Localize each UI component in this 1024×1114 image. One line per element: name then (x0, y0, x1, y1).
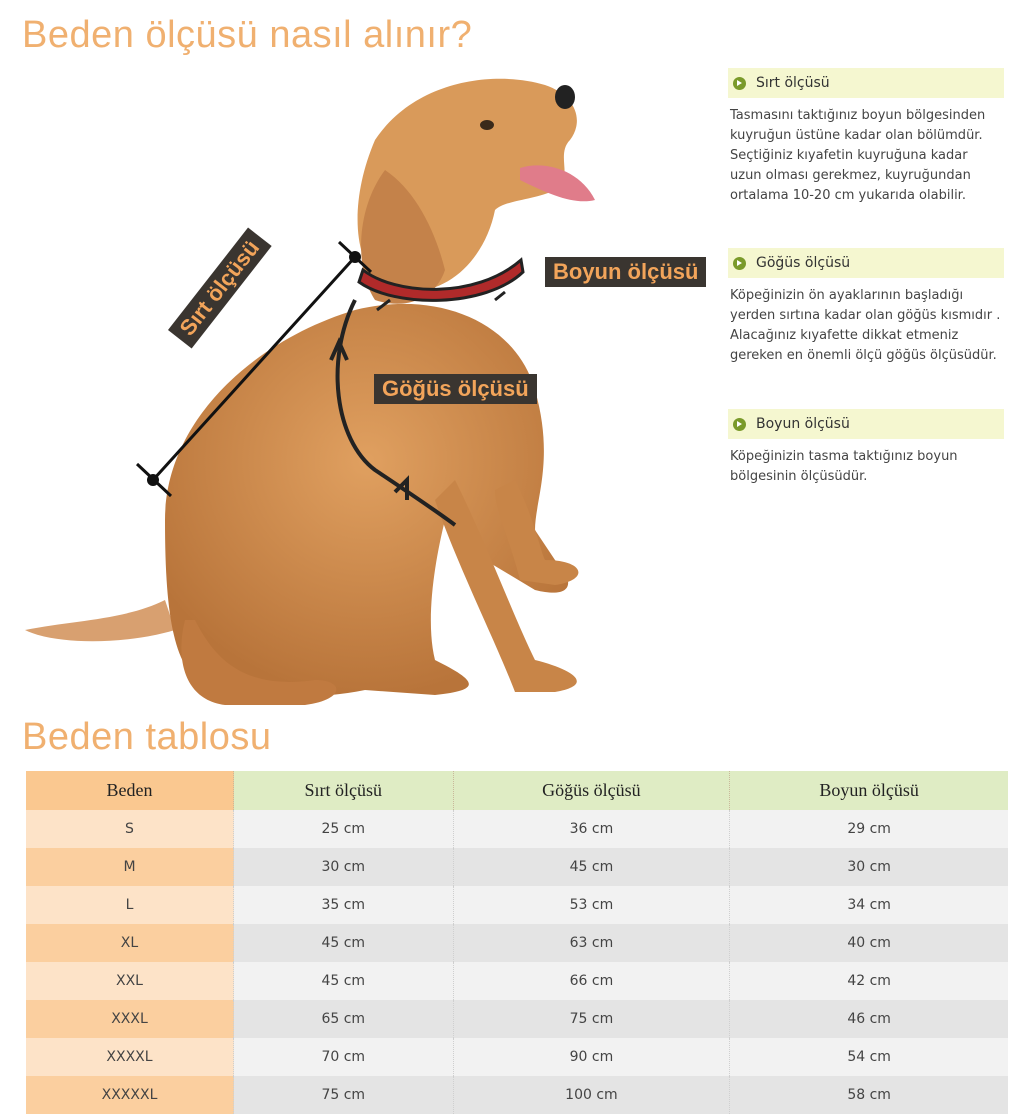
cell-gogus: 45 cm (453, 848, 730, 886)
table-row (26, 1038, 1008, 1076)
page-title: Beden ölçüsü nasıl alınır? (22, 14, 473, 56)
section-text: Köpeğinizin ön ayaklarının başladığı yerden sırtına kadar olan göğüs kısmıdır . Alacağınız kıyafette dikkat etmeniz gereken en önemli ölçü göğüs ölçüsüdür. (730, 288, 1001, 363)
table-title: Beden tablosu (22, 716, 272, 758)
header-sirt: Sırt ölçüsü (234, 771, 454, 810)
cell-boyun: 46 cm (730, 1000, 1008, 1038)
section-heading: Sırt ölçüsü (756, 75, 830, 91)
diagram-label-boyun: Boyun ölçüsü (545, 257, 706, 287)
cell-sirt: 45 cm (234, 962, 454, 1000)
table-row (26, 1076, 1008, 1114)
cell-gogus: 63 cm (453, 924, 730, 962)
cell-sirt: 30 cm (234, 848, 454, 886)
diagram-label-gogus: Göğüs ölçüsü (374, 374, 537, 404)
cell-boyun: 29 cm (730, 810, 1008, 848)
dog-tail (25, 600, 175, 641)
cell-gogus: 66 cm (453, 962, 730, 1000)
dog-illustration-svg (15, 60, 715, 710)
cell-sirt: 25 cm (234, 810, 454, 848)
section-gogus (728, 248, 1004, 366)
dog-eye (480, 120, 494, 130)
table-row (26, 810, 1008, 848)
cell-sirt: 70 cm (234, 1038, 454, 1076)
cell-size: S (26, 810, 234, 848)
boyun-arrow-right (495, 292, 505, 300)
table-row (26, 848, 1008, 886)
section-text: Köpeğinizin tasma taktığınız boyun bölgesinin ölçüsüdür. (730, 449, 958, 484)
cell-size: XXL (26, 962, 234, 1000)
cell-boyun: 40 cm (730, 924, 1008, 962)
cell-gogus: 90 cm (453, 1038, 730, 1076)
cell-size: M (26, 848, 234, 886)
table-row (26, 924, 1008, 962)
cell-size: XL (26, 924, 234, 962)
header-boyun: Boyun ölçüsü (730, 771, 1008, 810)
arrow-circle-icon (733, 77, 746, 90)
cell-sirt: 35 cm (234, 886, 454, 924)
section-text: Tasmasını taktığınız boyun bölgesinden kuyruğun üstüne kadar olan bölümdür. Seçtiğiniz kıyafetin kuyruğuna kadar uzun olması gerekmez, kuyruğundan ortalama 10-20 cm yukarıda olabilir. (730, 108, 986, 203)
arrow-circle-icon (733, 418, 746, 431)
header-beden: Beden (26, 771, 234, 810)
table-row (26, 962, 1008, 1000)
section-heading: Boyun ölçüsü (756, 416, 850, 432)
cell-boyun: 30 cm (730, 848, 1008, 886)
cell-boyun: 34 cm (730, 886, 1008, 924)
dog-measurement-illustration (15, 60, 715, 710)
cell-size: XXXL (26, 1000, 234, 1038)
cell-sirt: 65 cm (234, 1000, 454, 1038)
dog-nose (555, 85, 575, 109)
cell-gogus: 36 cm (453, 810, 730, 848)
section-sirt (728, 68, 1004, 206)
cell-size: XXXXL (26, 1038, 234, 1076)
cell-gogus: 100 cm (453, 1076, 730, 1114)
cell-boyun: 54 cm (730, 1038, 1008, 1076)
table-row (26, 1000, 1008, 1038)
header-gogus: Göğüs ölçüsü (453, 771, 730, 810)
section-heading: Göğüs ölçüsü (756, 255, 851, 271)
cell-sirt: 45 cm (234, 924, 454, 962)
section-boyun (728, 409, 1004, 487)
cell-gogus: 53 cm (453, 886, 730, 924)
table-header-row (26, 771, 1008, 810)
size-table (26, 771, 1008, 1114)
cell-boyun: 42 cm (730, 962, 1008, 1000)
sirt-tick-tail (137, 464, 171, 496)
cell-boyun: 58 cm (730, 1076, 1008, 1114)
table-row (26, 886, 1008, 924)
arrow-circle-icon (733, 257, 746, 270)
cell-size: L (26, 886, 234, 924)
diagram-label-sirt: Sırt ölçüsü (168, 228, 271, 349)
cell-gogus: 75 cm (453, 1000, 730, 1038)
section-header (728, 409, 1004, 439)
cell-sirt: 75 cm (234, 1076, 454, 1114)
cell-size: XXXXXL (26, 1076, 234, 1114)
section-header (728, 248, 1004, 278)
section-header (728, 68, 1004, 98)
